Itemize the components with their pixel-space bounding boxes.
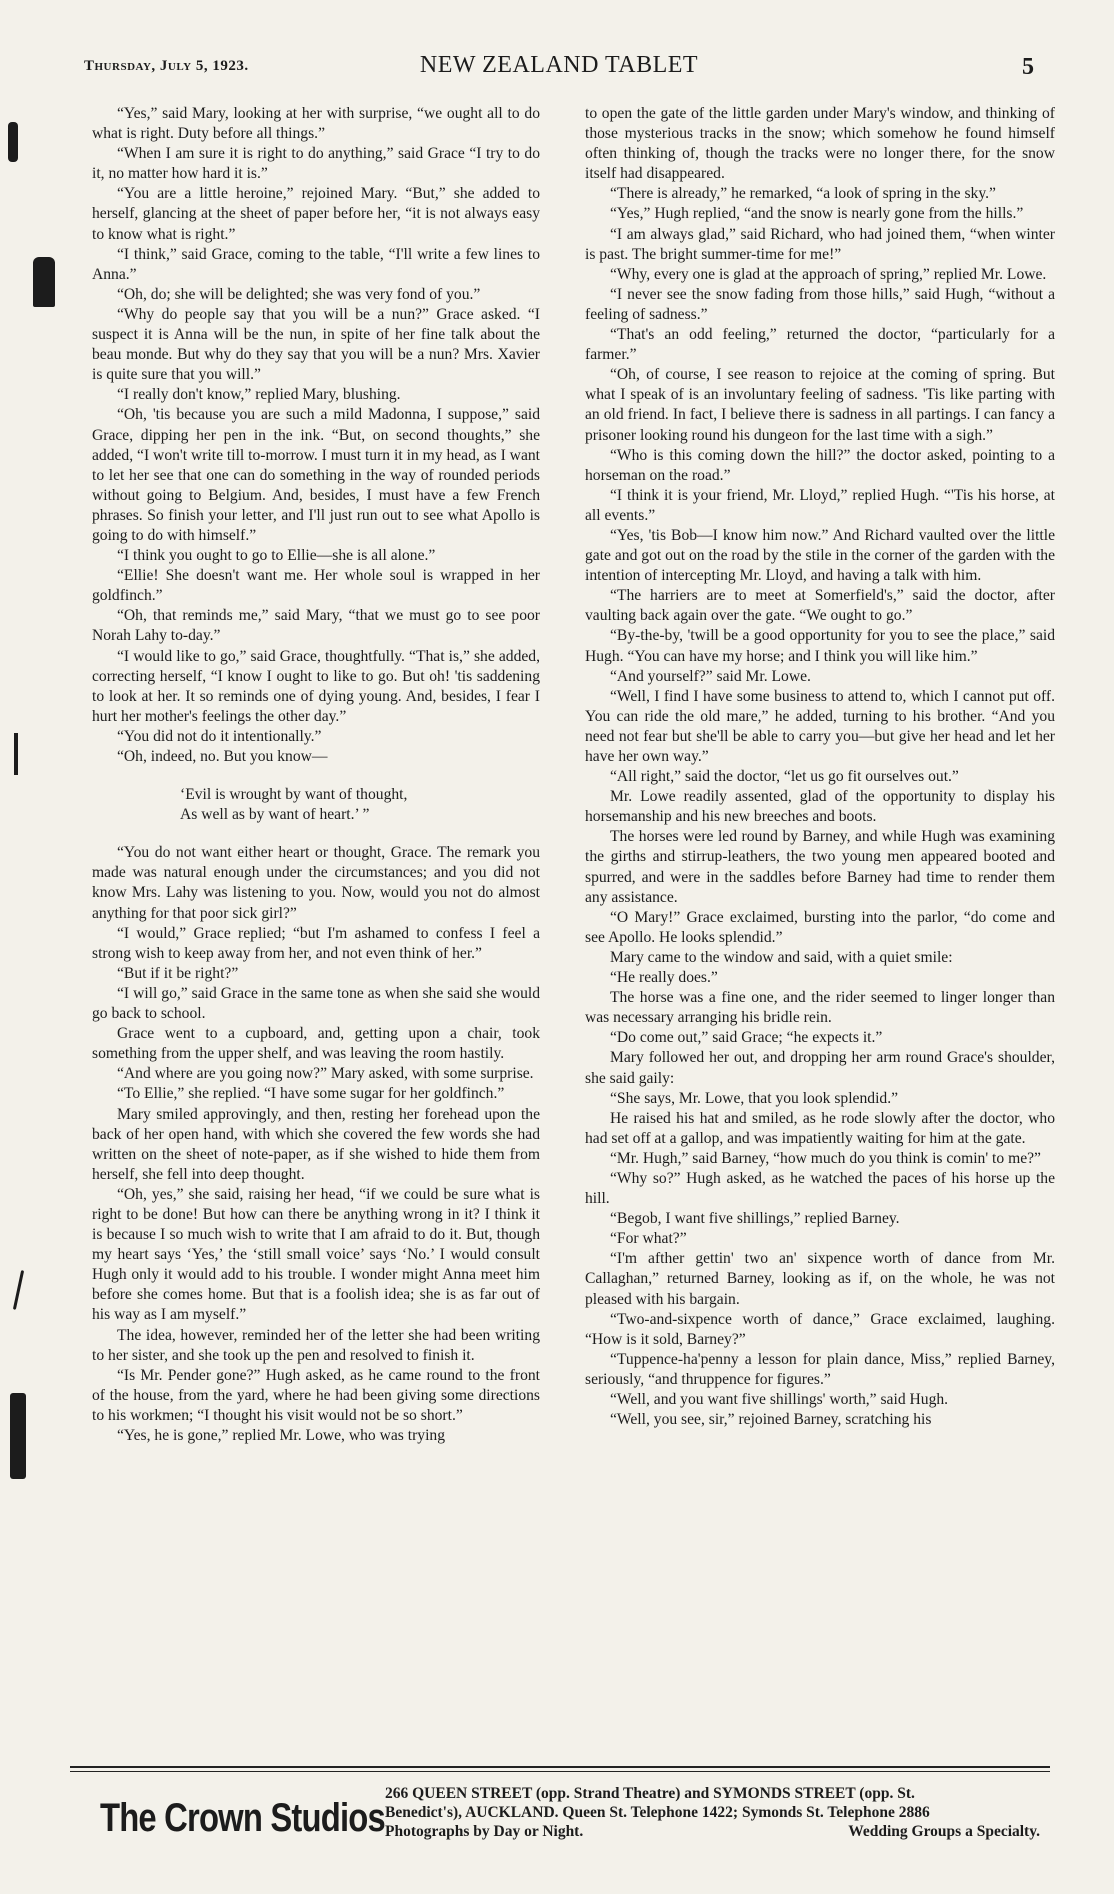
- ad-line-right: Wedding Groups a Specialty.: [848, 1823, 1040, 1840]
- paragraph: “He really does.”: [610, 969, 718, 987]
- ad-line-left: Photographs by Day or Night.: [385, 1823, 584, 1840]
- paragraph: “Well, I find I have some business to attend to, which I cannot put off. You can ride the old mare,” he added, turning to his brother. “And you need not fear but she'll be able to carry you—but give her head and let her have her own way.”: [585, 687, 1055, 765]
- advertiser-name: The Crown Studios: [100, 1796, 385, 1840]
- paragraph: “Well, you see, sir,” rejoined Barney, scratching his: [610, 1411, 932, 1429]
- left-column: [92, 104, 540, 1446]
- paragraph: “You do not want either heart or thought, Grace. The remark you made was natural enough under the circumstances; and you did not know Mrs. Lahy was listening to you. Now, would you not do almost anything for that poor sick girl?”: [92, 844, 540, 922]
- paragraph: “Well, and you want five shillings' worth,” said Hugh.: [610, 1391, 949, 1408]
- paragraph: “O Mary!” Grace exclaimed, bursting into the parlor, “do come and see Apollo. He looks splendid.”: [585, 908, 1055, 946]
- paragraph: “Yes, he is gone,” replied Mr. Lowe, who was trying: [117, 1427, 445, 1444]
- publication-title: NEW ZEALAND TABLET: [419, 52, 699, 78]
- paragraph: “And yourself?” said Mr. Lowe.: [610, 667, 811, 685]
- paragraph: “By-the-by, 'twill be a good opportunity for you to see the place,” said Hugh. “You can have my horse; and I think you will like him.”: [585, 627, 1055, 665]
- paragraph: “Is Mr. Pender gone?” Hugh asked, as he came round to the front of the house, from the yard, where he had been giving some directions to his workmen; “I thought his visit would not be so short.”: [92, 1366, 540, 1424]
- paragraph: “I think you ought to go to Ellie—she is all alone.”: [117, 547, 436, 565]
- paragraph: “She says, Mr. Lowe, that you look splendid.”: [610, 1089, 899, 1107]
- paragraph: “Tuppence-ha'penny a lesson for plain dance, Miss,” replied Barney, seriously, “and thruppence for figures.”: [585, 1350, 1055, 1388]
- paragraph: “I think it is your friend, Mr. Lloyd,” replied Hugh. “'Tis his horse, at all events.”: [585, 486, 1055, 524]
- ink-blot-decoration: [10, 1393, 26, 1479]
- paragraph: The horse was a fine one, and the rider seemed to linger longer than was necessary arranging his bridle rein.: [585, 989, 1055, 1027]
- paragraph: “Yes, 'tis Bob—I know him now.” And Richard vaulted over the little gate and got out on the road by the stile in the corner of the garden with the intention of intercepting Mr. Lloyd, and having a talk with him.: [585, 526, 1055, 585]
- paragraph: “I will go,” said Grace in the same tone as when she said she would go back to school.: [92, 984, 540, 1023]
- paragraph: “Yes,” Hugh replied, “and the snow is nearly gone from the hills.”: [610, 205, 1024, 223]
- paragraph: “Why do people say that you will be a nun?” Grace asked. “I suspect it is Anna will be the nun, in spite of her fine talk about the beau monde. But why do they say that you will be a nun? Mrs. Xavier is quite sure that you will.”: [92, 305, 540, 384]
- verse-line: ‘Evil is wrought by want of thought,: [180, 786, 408, 804]
- advertisement: [86, 1776, 1046, 1876]
- verse-quote: [92, 785, 540, 825]
- paragraph: “Why so?” Hugh asked, as he watched the paces of his horse up the hill.: [585, 1169, 1055, 1208]
- ink-blot-decoration: [13, 1270, 24, 1310]
- page-number: 5: [1022, 54, 1034, 80]
- paragraph: “Oh, 'tis because you are such a mild Madonna, I suppose,” said Grace, dipping her pen in the ink. “But, on second thoughts,” she added, “I won't write till to-morrow. I must turn it in my head, as I want to let her see that one can do something in the way of rounded periods without going to Belgium. And, besides, I must have a few French phrases. So finish your letter, and I'll just run out to see what Apollo is going to do with himself.”: [92, 406, 540, 544]
- paragraph: Mr. Lowe readily assented, glad of the opportunity to display his horsemanship and his new breeches and boots.: [585, 788, 1055, 826]
- paragraph: “Oh, indeed, no. But you know—: [117, 748, 328, 765]
- right-column: [585, 104, 1055, 1430]
- paragraph: “Ellie! She doesn't want me. Her whole soul is wrapped in her goldfinch.”: [92, 567, 540, 605]
- paragraph: “All right,” said the doctor, “let us go fit ourselves out.”: [610, 768, 959, 786]
- paragraph: “Who is this coming down the hill?” the doctor asked, pointing to a horseman on the road.”: [585, 446, 1055, 484]
- paragraph: Mary followed her out, and dropping her arm round Grace's shoulder, she said gaily:: [585, 1049, 1055, 1087]
- advertisement-details: [385, 1784, 1040, 1841]
- paragraph: “Oh, that reminds me,” said Mary, “that we must go to see poor Norah Lahy to-day.”: [92, 607, 540, 645]
- ad-line: [385, 1822, 1040, 1841]
- paragraph: “You are a little heroine,” rejoined Mary. “But,” she added to herself, glancing at the sheet of paper before her, “it is not always easy to know what is right.”: [92, 185, 540, 243]
- paragraph: The idea, however, reminded her of the letter she had been writing to her sister, and she took up the pen and resolved to finish it.: [92, 1326, 540, 1364]
- paragraph: The horses were led round by Barney, and while Hugh was examining the girths and stirrup-leathers, the two young men appeared booted and spurred, and were in the saddles before Barney had time to render them any assistance.: [585, 828, 1055, 906]
- paragraph: “I never see the snow fading from those hills,” said Hugh, “without a feeling of sadness.”: [585, 285, 1055, 323]
- page-header: [84, 52, 1034, 86]
- paragraph: “You did not do it intentionally.”: [117, 727, 322, 745]
- footer-divider: [70, 1771, 1050, 1772]
- paragraph: “I really don't know,” replied Mary, blushing.: [117, 386, 401, 404]
- paragraph: “Oh, do; she will be delighted; she was very fond of you.”: [117, 285, 481, 303]
- paragraph: “That's an odd feeling,” returned the doctor, “particularly for a farmer.”: [585, 326, 1055, 364]
- paragraph: to open the gate of the little garden under Mary's window, and thinking of those mysterious tracks in the snow; which somehow he found himself often thinking of, though the tracks were no longer there, for the snow itself had disappeared.: [585, 105, 1055, 183]
- paragraph: “Two-and-sixpence worth of dance,” Grace exclaimed, laughing. “How is it sold, Barney?”: [585, 1310, 1055, 1348]
- ink-blot-decoration: [8, 122, 18, 162]
- footer-divider: [70, 1766, 1050, 1768]
- verse-line: As well as by want of heart.’ ”: [180, 806, 370, 824]
- paragraph: “For what?”: [610, 1230, 687, 1248]
- issue-date: Thursday, July 5, 1923.: [84, 58, 249, 74]
- ink-blot-decoration: [14, 733, 18, 775]
- paragraph: “But if it be right?”: [117, 964, 239, 982]
- paragraph: He raised his hat and smiled, as he rode slowly after the doctor, who had set off at a gallop, and was impatiently waiting for him at the gate.: [585, 1109, 1055, 1147]
- paragraph: “I think,” said Grace, coming to the table, “I'll write a few lines to Anna.”: [92, 245, 540, 283]
- paragraph: “When I am sure it is right to do anything,” said Grace “I try to do it, no matter how hard it is.”: [92, 145, 540, 183]
- paragraph: “I would,” Grace replied; “but I'm ashamed to confess I feel a strong wish to keep away from her, and not even think of her.”: [92, 924, 540, 962]
- paragraph: “Why, every one is glad at the approach of spring,” replied Mr. Lowe.: [610, 265, 1047, 283]
- paragraph: “Yes,” said Mary, looking at her with surprise, “we ought all to do what is right. Duty before all things.”: [92, 105, 540, 143]
- paragraph: Mary smiled approvingly, and then, resting her forehead upon the back of her open hand, with which she covered the few words she had written on the sheet of note-paper, as if she wished to hide them from herself, she fell into deep thought.: [92, 1105, 540, 1183]
- paragraph: “Mr. Hugh,” said Barney, “how much do you think is comin' to me?”: [610, 1149, 1041, 1167]
- paragraph: “There is already,” he remarked, “a look of spring in the sky.”: [610, 185, 996, 203]
- paragraph: “Begob, I want five shillings,” replied Barney.: [610, 1210, 900, 1228]
- paragraph: “I would like to go,” said Grace, thoughtfully. “That is,” she added, correcting herself, “I know I ought to like to go. But oh! 'tis saddening to look at her. It so reminds one of dying young. And, besides, I fear I hurt her mother's feelings the other day.”: [92, 647, 540, 725]
- paragraph: “And where are you going now?” Mary asked, with some surprise.: [117, 1065, 534, 1083]
- paragraph: Grace went to a cupboard, and, getting upon a chair, took something from the upper shelf, and was leaving the room hastily.: [92, 1025, 540, 1063]
- ad-line: 266 QUEEN STREET (opp. Strand Theatre) and SYMONDS STREET (opp. St.: [385, 1785, 915, 1802]
- ink-blot-decoration: [33, 257, 55, 307]
- paragraph: “To Ellie,” she replied. “I have some sugar for her goldfinch.”: [117, 1085, 505, 1103]
- paragraph: “Oh, yes,” she said, raising her head, “if we could be sure what is right to be done! But how can there be anything wrong in it? I think it is because I so much wish to write that I am afraid to do it. But, though my heart says ‘Yes,’ the ‘still small voice’ says ‘No.’ I would consult Hugh only it would add to his trouble. I wonder might Anna meet him before she comes home. But that is a foolish idea; she is as far out of his way as I am myself.”: [92, 1185, 540, 1324]
- paragraph: “The harriers are to meet at Somerfield's,” said the doctor, after vaulting back again over the gate. “We ought to go.”: [585, 587, 1055, 625]
- paragraph: “Do come out,” said Grace; “he expects it.”: [610, 1029, 883, 1047]
- paragraph: Mary came to the window and said, with a quiet smile:: [610, 948, 953, 966]
- paragraph: “I am always glad,” said Richard, who had joined them, “when winter is past. The bright summer-time for me!”: [585, 225, 1055, 263]
- ad-line: Benedict's), AUCKLAND. Queen St. Telephone 1422; Symonds St. Telephone 2886: [385, 1804, 930, 1821]
- paragraph: “Oh, of course, I see reason to rejoice at the coming of spring. But what I speak of is an involuntary feeling of sadness. 'Tis like parting with an old friend. In fact, I believe there is sadness in all partings. I can fancy a prisoner looking round his dungeon for the last time with a sigh.”: [585, 366, 1055, 444]
- paragraph: “I'm afther gettin' two an' sixpence worth of dance from Mr. Callaghan,” returned Barney, looking as if, on the whole, he was not pleased with his bargain.: [585, 1250, 1055, 1308]
